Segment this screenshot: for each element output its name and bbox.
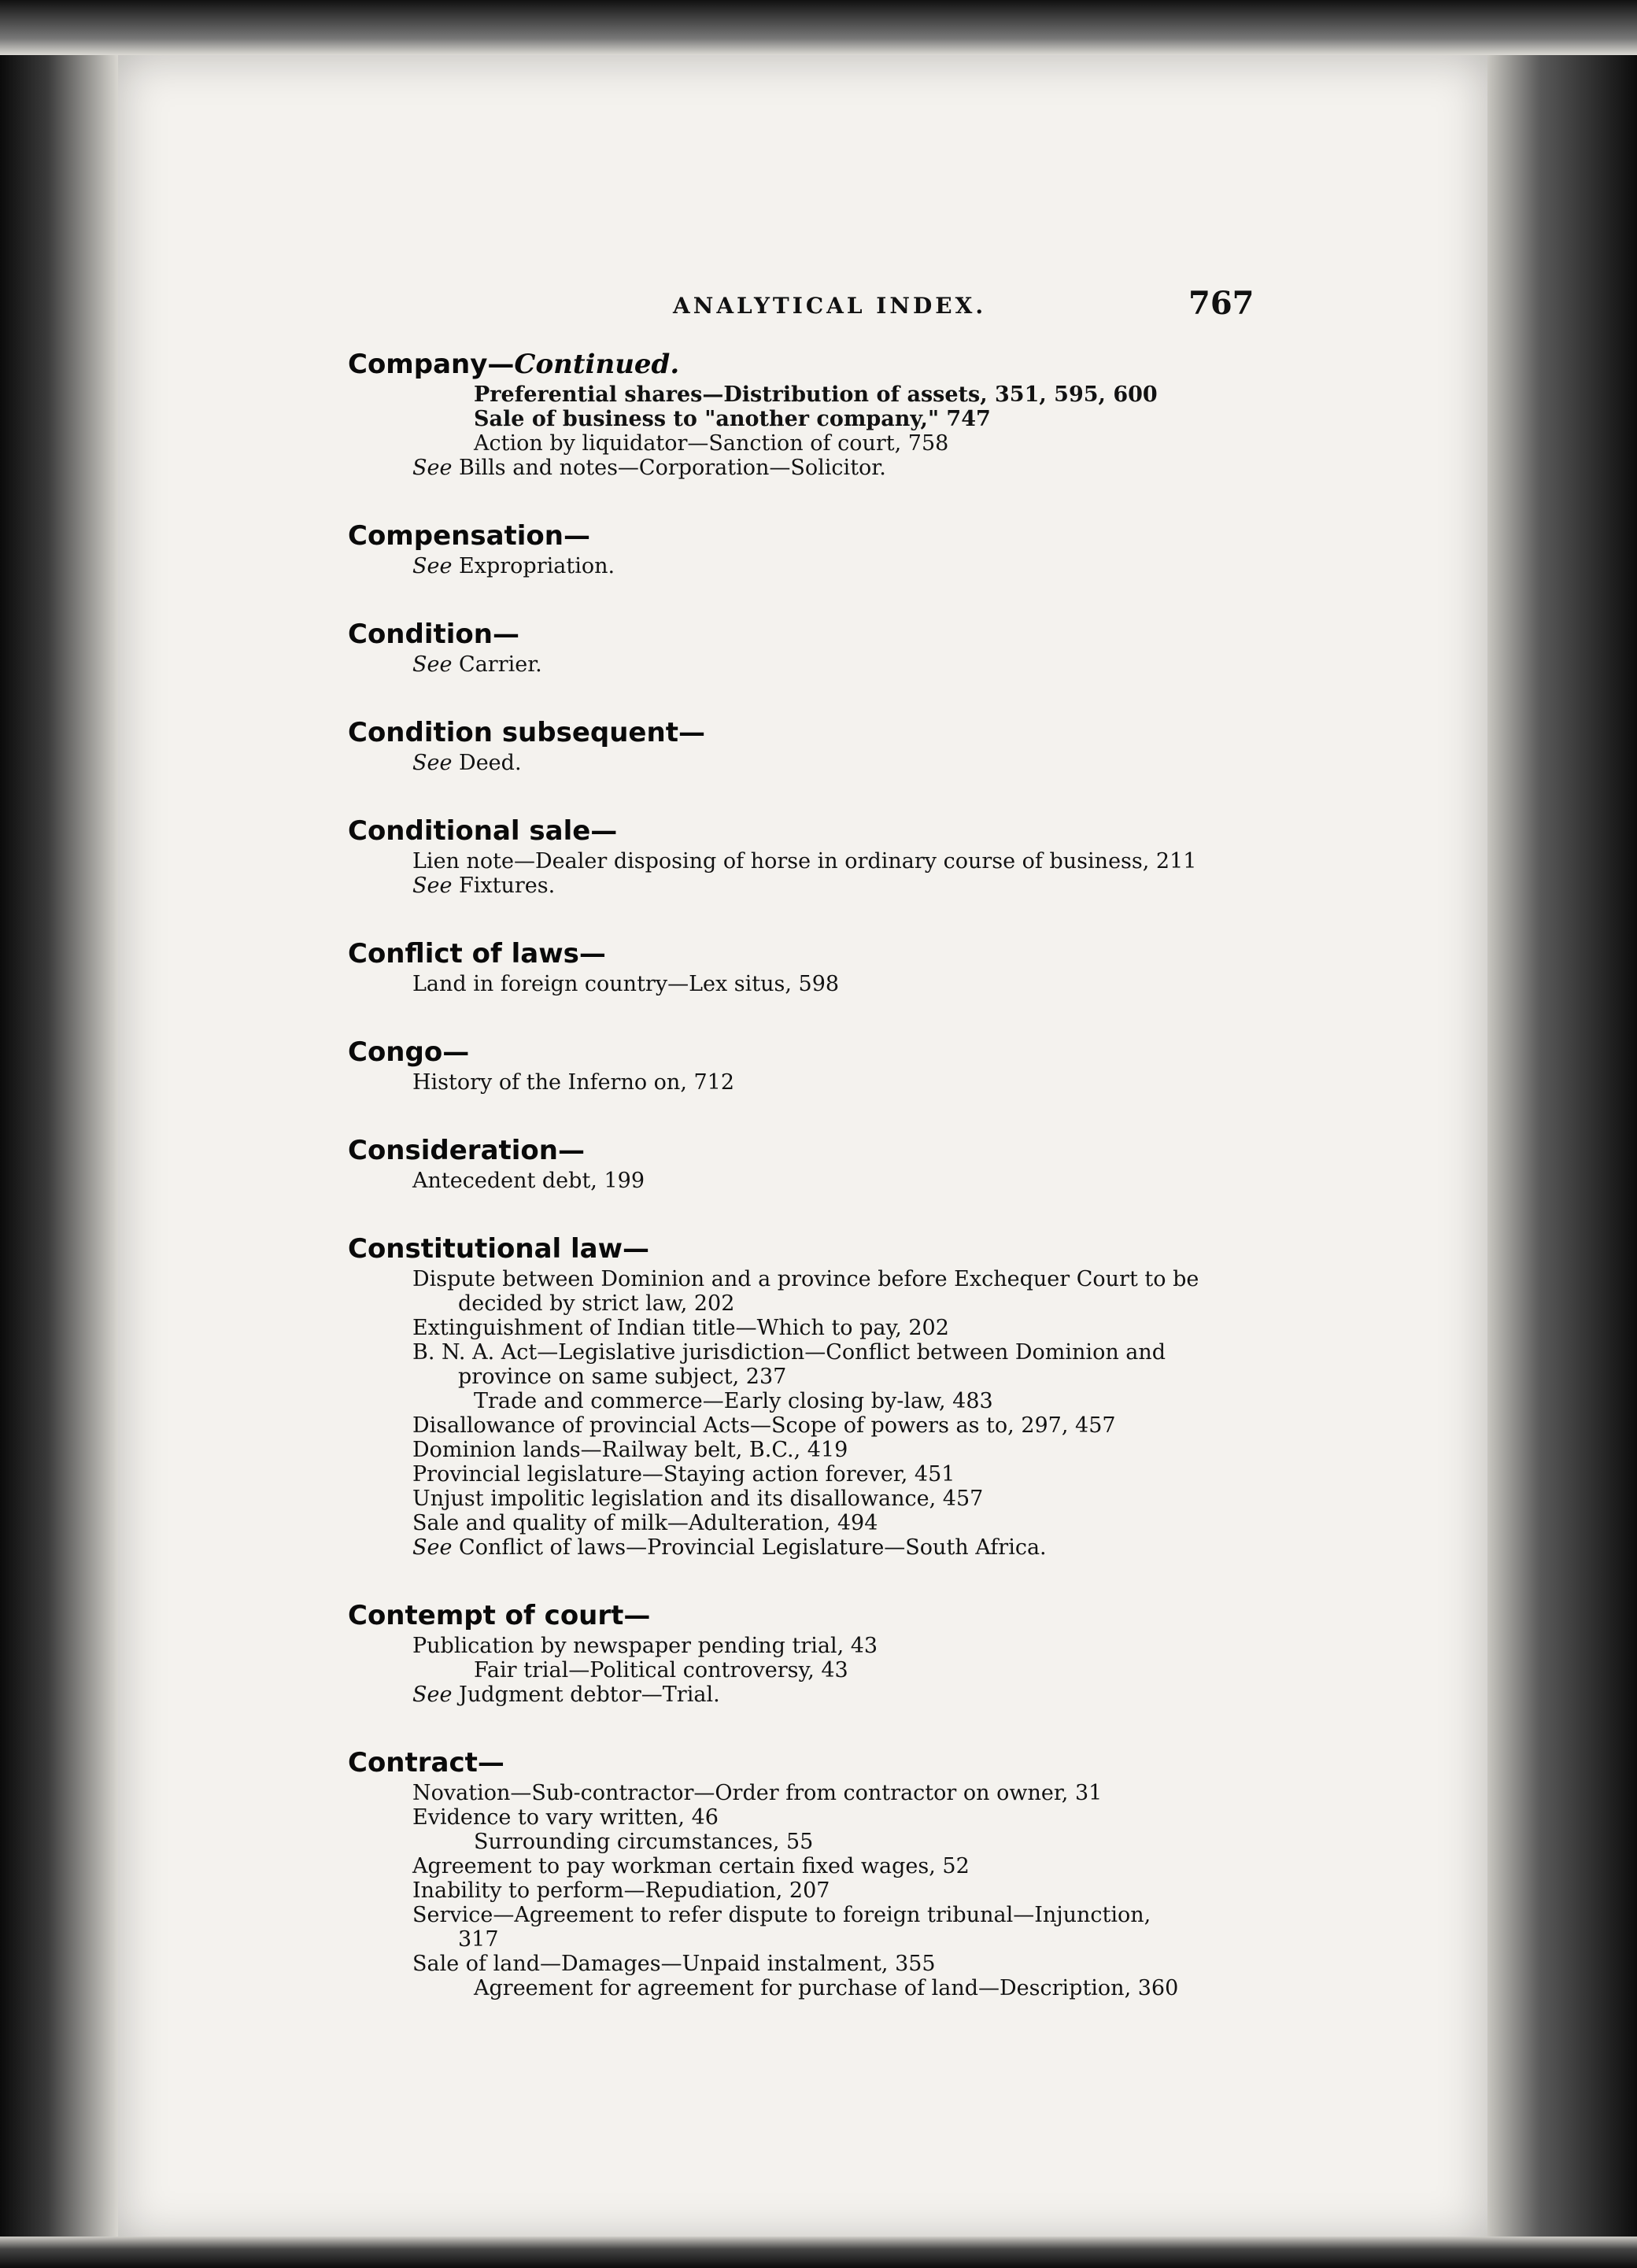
see-target: Expropriation. xyxy=(452,554,615,578)
index-entry xyxy=(348,1231,1371,1560)
index-subentry: Evidence to vary written, 46 xyxy=(412,1805,719,1830)
see-reference xyxy=(348,456,1371,480)
index-entry xyxy=(348,616,1371,677)
page-edge-top xyxy=(0,0,1637,55)
see-target: Conflict of laws—Provincial Legislature—South Africa. xyxy=(452,1535,1047,1560)
index-subentry: Inability to perform—Repudiation, 207 xyxy=(412,1878,830,1903)
see-reference xyxy=(348,554,1371,578)
index-entry xyxy=(348,1598,1371,1707)
see-reference xyxy=(348,1683,1371,1707)
see-label: See xyxy=(412,554,453,578)
see-target: Carrier. xyxy=(452,652,542,677)
see-reference xyxy=(348,1535,1371,1560)
heading-text: Condition subsequent— xyxy=(348,717,705,748)
index-subentry: Provincial legislature—Staying action forever, 451 xyxy=(412,1462,955,1487)
index-subentry: Agreement for agreement for purchase of land—Description, 360 xyxy=(474,1976,1179,2000)
index-subentry: B. N. A. Act—Legislative jurisdiction—Conflict between Dominion and xyxy=(412,1340,1166,1365)
index-entry-heading xyxy=(348,1231,1371,1267)
see-label: See xyxy=(412,874,453,898)
index-entry xyxy=(348,1034,1371,1095)
see-label: See xyxy=(412,1535,453,1560)
index-subentry: province on same subject, 237 xyxy=(458,1365,787,1389)
index-entry xyxy=(348,936,1371,996)
index-subentry: Land in foreign country—Lex situs, 598 xyxy=(412,972,840,996)
see-label: See xyxy=(412,751,453,775)
see-label: See xyxy=(412,1683,453,1707)
index-subentry: Novation—Sub-contractor—Order from contractor on owner, 31 xyxy=(412,1781,1103,1805)
index-entry-heading xyxy=(348,1745,1371,1781)
index-subentry: Sale of land—Damages—Unpaid instalment, 355 xyxy=(412,1952,936,1976)
page-edge-left xyxy=(0,0,118,2268)
heading-text: Company— xyxy=(348,349,515,380)
index-subentry: Sale and quality of milk—Adulteration, 494 xyxy=(412,1511,878,1535)
page-edge-right xyxy=(1487,0,1637,2268)
index-subentry: Fair trial—Political controversy, 43 xyxy=(474,1658,848,1683)
see-reference xyxy=(348,652,1371,677)
index-entry xyxy=(348,346,1371,480)
index-subentry: decided by strict law, 202 xyxy=(458,1291,735,1316)
page-number: 767 xyxy=(1188,285,1255,322)
index-subentry: Agreement to pay workman certain fixed wages, 52 xyxy=(412,1854,970,1878)
heading-text: Compensation— xyxy=(348,520,590,552)
heading-text: Condition— xyxy=(348,619,519,650)
index-subentry: Lien note—Dealer disposing of horse in ordinary course of business, 211 xyxy=(412,849,1197,874)
index-entry-heading xyxy=(348,1034,1371,1070)
index-subentry: Publication by newspaper pending trial, 43 xyxy=(412,1634,878,1658)
index-body xyxy=(348,346,1371,2038)
index-entry-heading xyxy=(348,715,1371,751)
index-subentry: Extinguishment of Indian title—Which to pay, 202 xyxy=(412,1316,949,1340)
index-entry-heading xyxy=(348,1598,1371,1634)
see-target: Bills and notes—Corporation—Solicitor. xyxy=(452,456,886,480)
index-subentry: Disallowance of provincial Acts—Scope of powers as to, 297, 457 xyxy=(412,1413,1116,1438)
index-subentry: Unjust impolitic legislation and its disallowance, 457 xyxy=(412,1487,984,1511)
see-target: Judgment debtor—Trial. xyxy=(452,1683,720,1707)
heading-text: Conditional sale— xyxy=(348,815,618,847)
index-entry xyxy=(348,813,1371,898)
index-subentry: History of the Inferno on, 712 xyxy=(412,1070,735,1095)
index-subentry: Service—Agreement to refer dispute to foreign tribunal—Injunction, xyxy=(412,1903,1151,1927)
index-entry-heading xyxy=(348,518,1371,554)
index-entry-heading xyxy=(348,346,1371,382)
heading-text: Conflict of laws— xyxy=(348,938,606,970)
index-subentry: Dispute between Dominion and a province before Exchequer Court to be xyxy=(412,1267,1199,1291)
index-entry-heading xyxy=(348,936,1371,972)
index-entry-heading xyxy=(348,813,1371,849)
index-subentry: Action by liquidator—Sanction of court, 758 xyxy=(474,431,949,456)
index-subentry: Sale of business to "another company," 747 xyxy=(474,407,991,431)
running-head: ANALYTICAL INDEX. xyxy=(673,293,987,319)
heading-text: Congo— xyxy=(348,1036,470,1068)
page-edge-bottom xyxy=(0,2237,1637,2268)
heading-text: Contempt of court— xyxy=(348,1600,651,1631)
index-entry-heading xyxy=(348,616,1371,652)
index-subentry: Dominion lands—Railway belt, B.C., 419 xyxy=(412,1438,848,1462)
see-target: Fixtures. xyxy=(452,874,556,898)
index-entry xyxy=(348,1132,1371,1193)
see-reference xyxy=(348,751,1371,775)
heading-text: Constitutional law— xyxy=(348,1233,650,1265)
index-subentry: Antecedent debt, 199 xyxy=(412,1169,645,1193)
heading-text: Contract— xyxy=(348,1747,504,1779)
index-entry xyxy=(348,1745,1371,2000)
index-subentry: Surrounding circumstances, 55 xyxy=(474,1830,814,1854)
index-subentry: Preferential shares—Distribution of assets, 351, 595, 600 xyxy=(474,382,1158,407)
index-entry xyxy=(348,715,1371,775)
see-label: See xyxy=(412,652,453,677)
see-reference xyxy=(348,874,1371,898)
continued-label: Continued. xyxy=(514,349,680,380)
index-subentry: Trade and commerce—Early closing by-law, 483 xyxy=(474,1389,993,1413)
see-target: Deed. xyxy=(452,751,522,775)
index-entry-heading xyxy=(348,1132,1371,1169)
index-subentry: 317 xyxy=(458,1927,499,1952)
see-label: See xyxy=(412,456,453,480)
index-entry xyxy=(348,518,1371,578)
heading-text: Consideration— xyxy=(348,1135,585,1166)
